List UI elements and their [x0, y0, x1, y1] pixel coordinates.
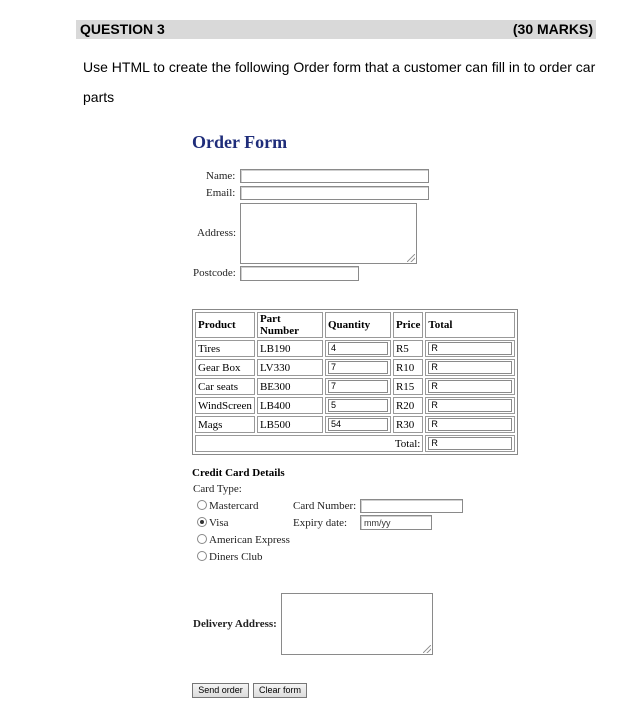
total-input[interactable]: R — [428, 418, 512, 431]
email-label: Email: — [206, 187, 236, 199]
order-table — [192, 309, 518, 455]
total-cell — [425, 416, 515, 433]
question-number: QUESTION 3 — [80, 21, 165, 37]
price-cell: R15 — [393, 378, 423, 395]
resize-grip-icon[interactable] — [407, 254, 415, 262]
quantity-input[interactable]: 5 — [328, 399, 388, 412]
quantity-input[interactable]: 7 — [328, 361, 388, 374]
col-price: Price — [393, 312, 423, 338]
total-label: Total: — [195, 435, 423, 452]
radio-american-express[interactable] — [197, 534, 290, 546]
card-type-label: Card Type: — [193, 483, 242, 495]
address-textarea[interactable] — [240, 203, 417, 264]
grand-total-cell — [425, 435, 515, 452]
table-row — [195, 359, 515, 376]
quantity-cell — [325, 340, 391, 357]
total-input[interactable]: R — [428, 342, 512, 355]
quantity-input[interactable]: 54 — [328, 418, 388, 431]
radio-icon[interactable] — [197, 500, 207, 510]
table-total-row — [195, 435, 515, 452]
quantity-input[interactable]: 4 — [328, 342, 388, 355]
price-cell: R20 — [393, 397, 423, 414]
card-number-label: Card Number: — [293, 500, 357, 512]
product-cell: Car seats — [195, 378, 255, 395]
question-intro: Use HTML to create the following Order form that a customer can fill in to order car parts — [83, 59, 596, 105]
part-cell: LB500 — [257, 416, 323, 433]
quantity-cell — [325, 416, 391, 433]
quantity-cell — [325, 397, 391, 414]
delivery-address-label: Delivery Address: — [193, 618, 277, 630]
table-header-row — [195, 312, 515, 338]
part-cell: BE300 — [257, 378, 323, 395]
radio-label: Visa — [209, 517, 229, 529]
credit-card-title: Credit Card Details — [192, 467, 285, 479]
total-input[interactable]: R — [428, 380, 512, 393]
name-input[interactable] — [240, 169, 429, 183]
col-total: Total — [425, 312, 515, 338]
question-header — [76, 20, 596, 39]
delivery-address-textarea[interactable] — [281, 593, 433, 655]
radio-visa[interactable] — [197, 517, 229, 529]
table-row — [195, 416, 515, 433]
send-order-button[interactable]: Send order — [192, 683, 249, 698]
radio-mastercard[interactable] — [197, 500, 258, 512]
order-form-title: Order Form — [192, 132, 288, 152]
table-row — [195, 397, 515, 414]
radio-label: Diners Club — [209, 551, 263, 563]
part-cell: LB190 — [257, 340, 323, 357]
resize-grip-icon[interactable] — [423, 645, 431, 653]
card-number-input[interactable] — [360, 499, 463, 513]
quantity-cell — [325, 378, 391, 395]
product-cell: Tires — [195, 340, 255, 357]
quantity-cell — [325, 359, 391, 376]
part-cell: LB400 — [257, 397, 323, 414]
question-marks: (30 MARKS) — [512, 21, 593, 37]
radio-selected-icon[interactable] — [197, 517, 207, 527]
address-label: Address: — [197, 227, 237, 239]
expiry-input[interactable]: mm/yy — [360, 515, 432, 530]
total-input[interactable]: R — [428, 399, 512, 412]
price-cell: R10 — [393, 359, 423, 376]
radio-diners-club[interactable] — [197, 551, 262, 563]
part-cell: LV330 — [257, 359, 323, 376]
price-cell: R5 — [393, 340, 423, 357]
table-row — [195, 378, 515, 395]
product-cell: Mags — [195, 416, 255, 433]
radio-label: Mastercard — [209, 500, 259, 512]
total-cell — [425, 359, 515, 376]
col-quantity: Quantity — [325, 312, 391, 338]
quantity-input[interactable]: 7 — [328, 380, 388, 393]
total-cell — [425, 340, 515, 357]
total-cell — [425, 397, 515, 414]
postcode-label: Postcode: — [193, 267, 236, 279]
grand-total-input[interactable]: R — [428, 437, 512, 450]
col-product: Product — [195, 312, 255, 338]
total-input[interactable]: R — [428, 361, 512, 374]
expiry-label: Expiry date: — [293, 517, 348, 529]
postcode-input[interactable] — [240, 266, 359, 281]
name-label: Name: — [206, 170, 236, 182]
radio-label: American Express — [209, 534, 290, 546]
product-cell: Gear Box — [195, 359, 255, 376]
product-cell: WindScreen — [195, 397, 255, 414]
email-input[interactable] — [240, 186, 429, 200]
table-row — [195, 340, 515, 357]
total-cell — [425, 378, 515, 395]
radio-icon[interactable] — [197, 551, 207, 561]
radio-icon[interactable] — [197, 534, 207, 544]
price-cell: R30 — [393, 416, 423, 433]
clear-form-button[interactable]: Clear form — [253, 683, 307, 698]
col-part-number: Part Number — [257, 312, 323, 338]
